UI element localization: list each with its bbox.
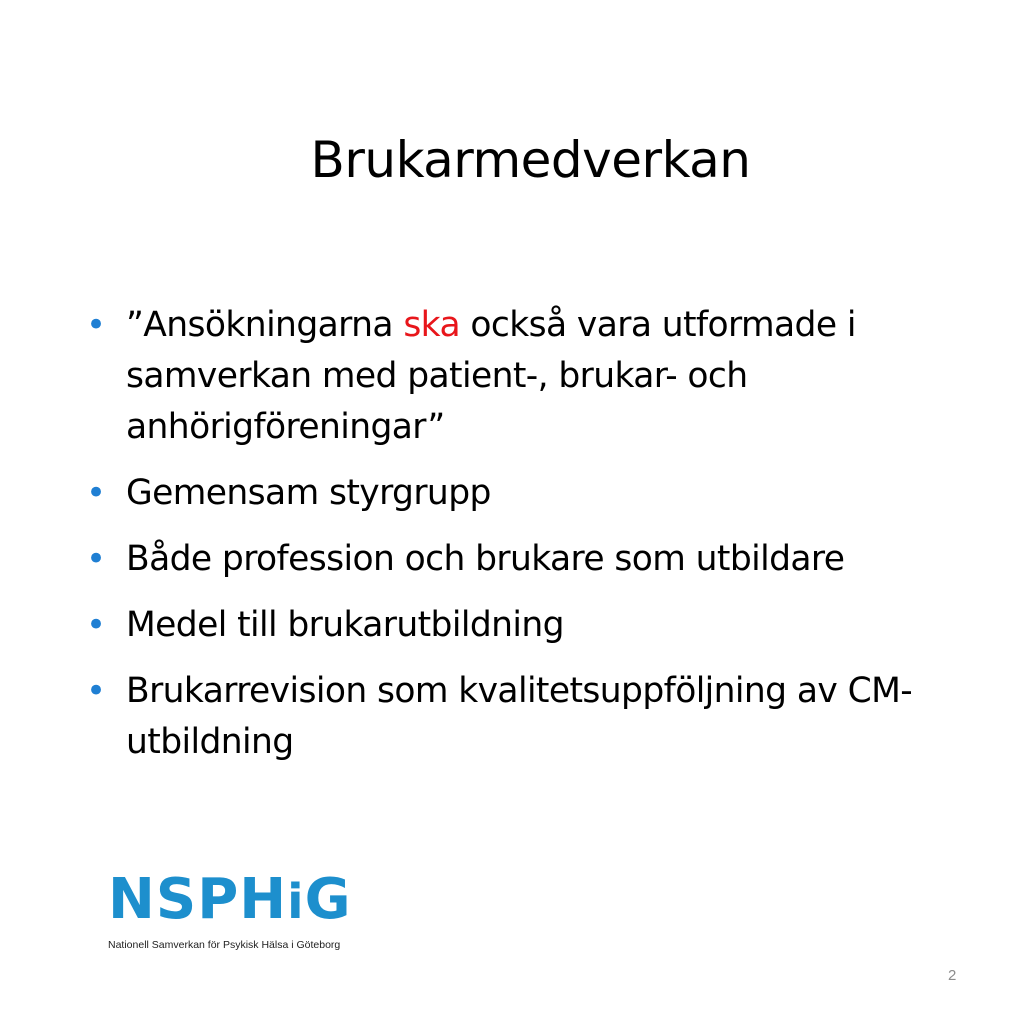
bullet-item: [86, 468, 966, 519]
logo-tagline: Nationell Samverkan för Psykisk Hälsa i Göteborg: [108, 939, 341, 951]
bullet-item: [86, 600, 966, 651]
bullet-list: [86, 300, 966, 783]
bullet-dot-icon: •: [86, 539, 106, 579]
bullet-item: [86, 534, 966, 585]
bullet-dot-icon: •: [86, 671, 106, 711]
bullet-text: Brukarrevision som kvalitetsuppföljning av CM-utbildning: [126, 671, 913, 762]
bullet-text: Gemensam styrgrupp: [126, 473, 491, 513]
slide-title: Brukarmedverkan: [310, 131, 751, 189]
bullet-text: Medel till brukarutbildning: [126, 605, 564, 645]
bullet-text-part: också vara utformade i samverkan med patient-, brukar- och anhörigföreningar”: [126, 305, 856, 447]
bullet-item: [86, 666, 966, 768]
page-number: 2: [948, 967, 957, 984]
bullet-dot-icon: •: [86, 305, 106, 345]
logo-wordmark: NSPHiG: [108, 867, 352, 932]
bullet-text: Både profession och brukare som utbildare: [126, 539, 845, 579]
nsphig-logo: [108, 868, 360, 954]
highlighted-word: ska: [403, 305, 461, 345]
bullet-dot-icon: •: [86, 473, 106, 513]
bullet-text-part: ”Ansökningarna: [126, 305, 404, 345]
bullet-dot-icon: •: [86, 605, 106, 645]
bullet-item: [86, 300, 966, 453]
